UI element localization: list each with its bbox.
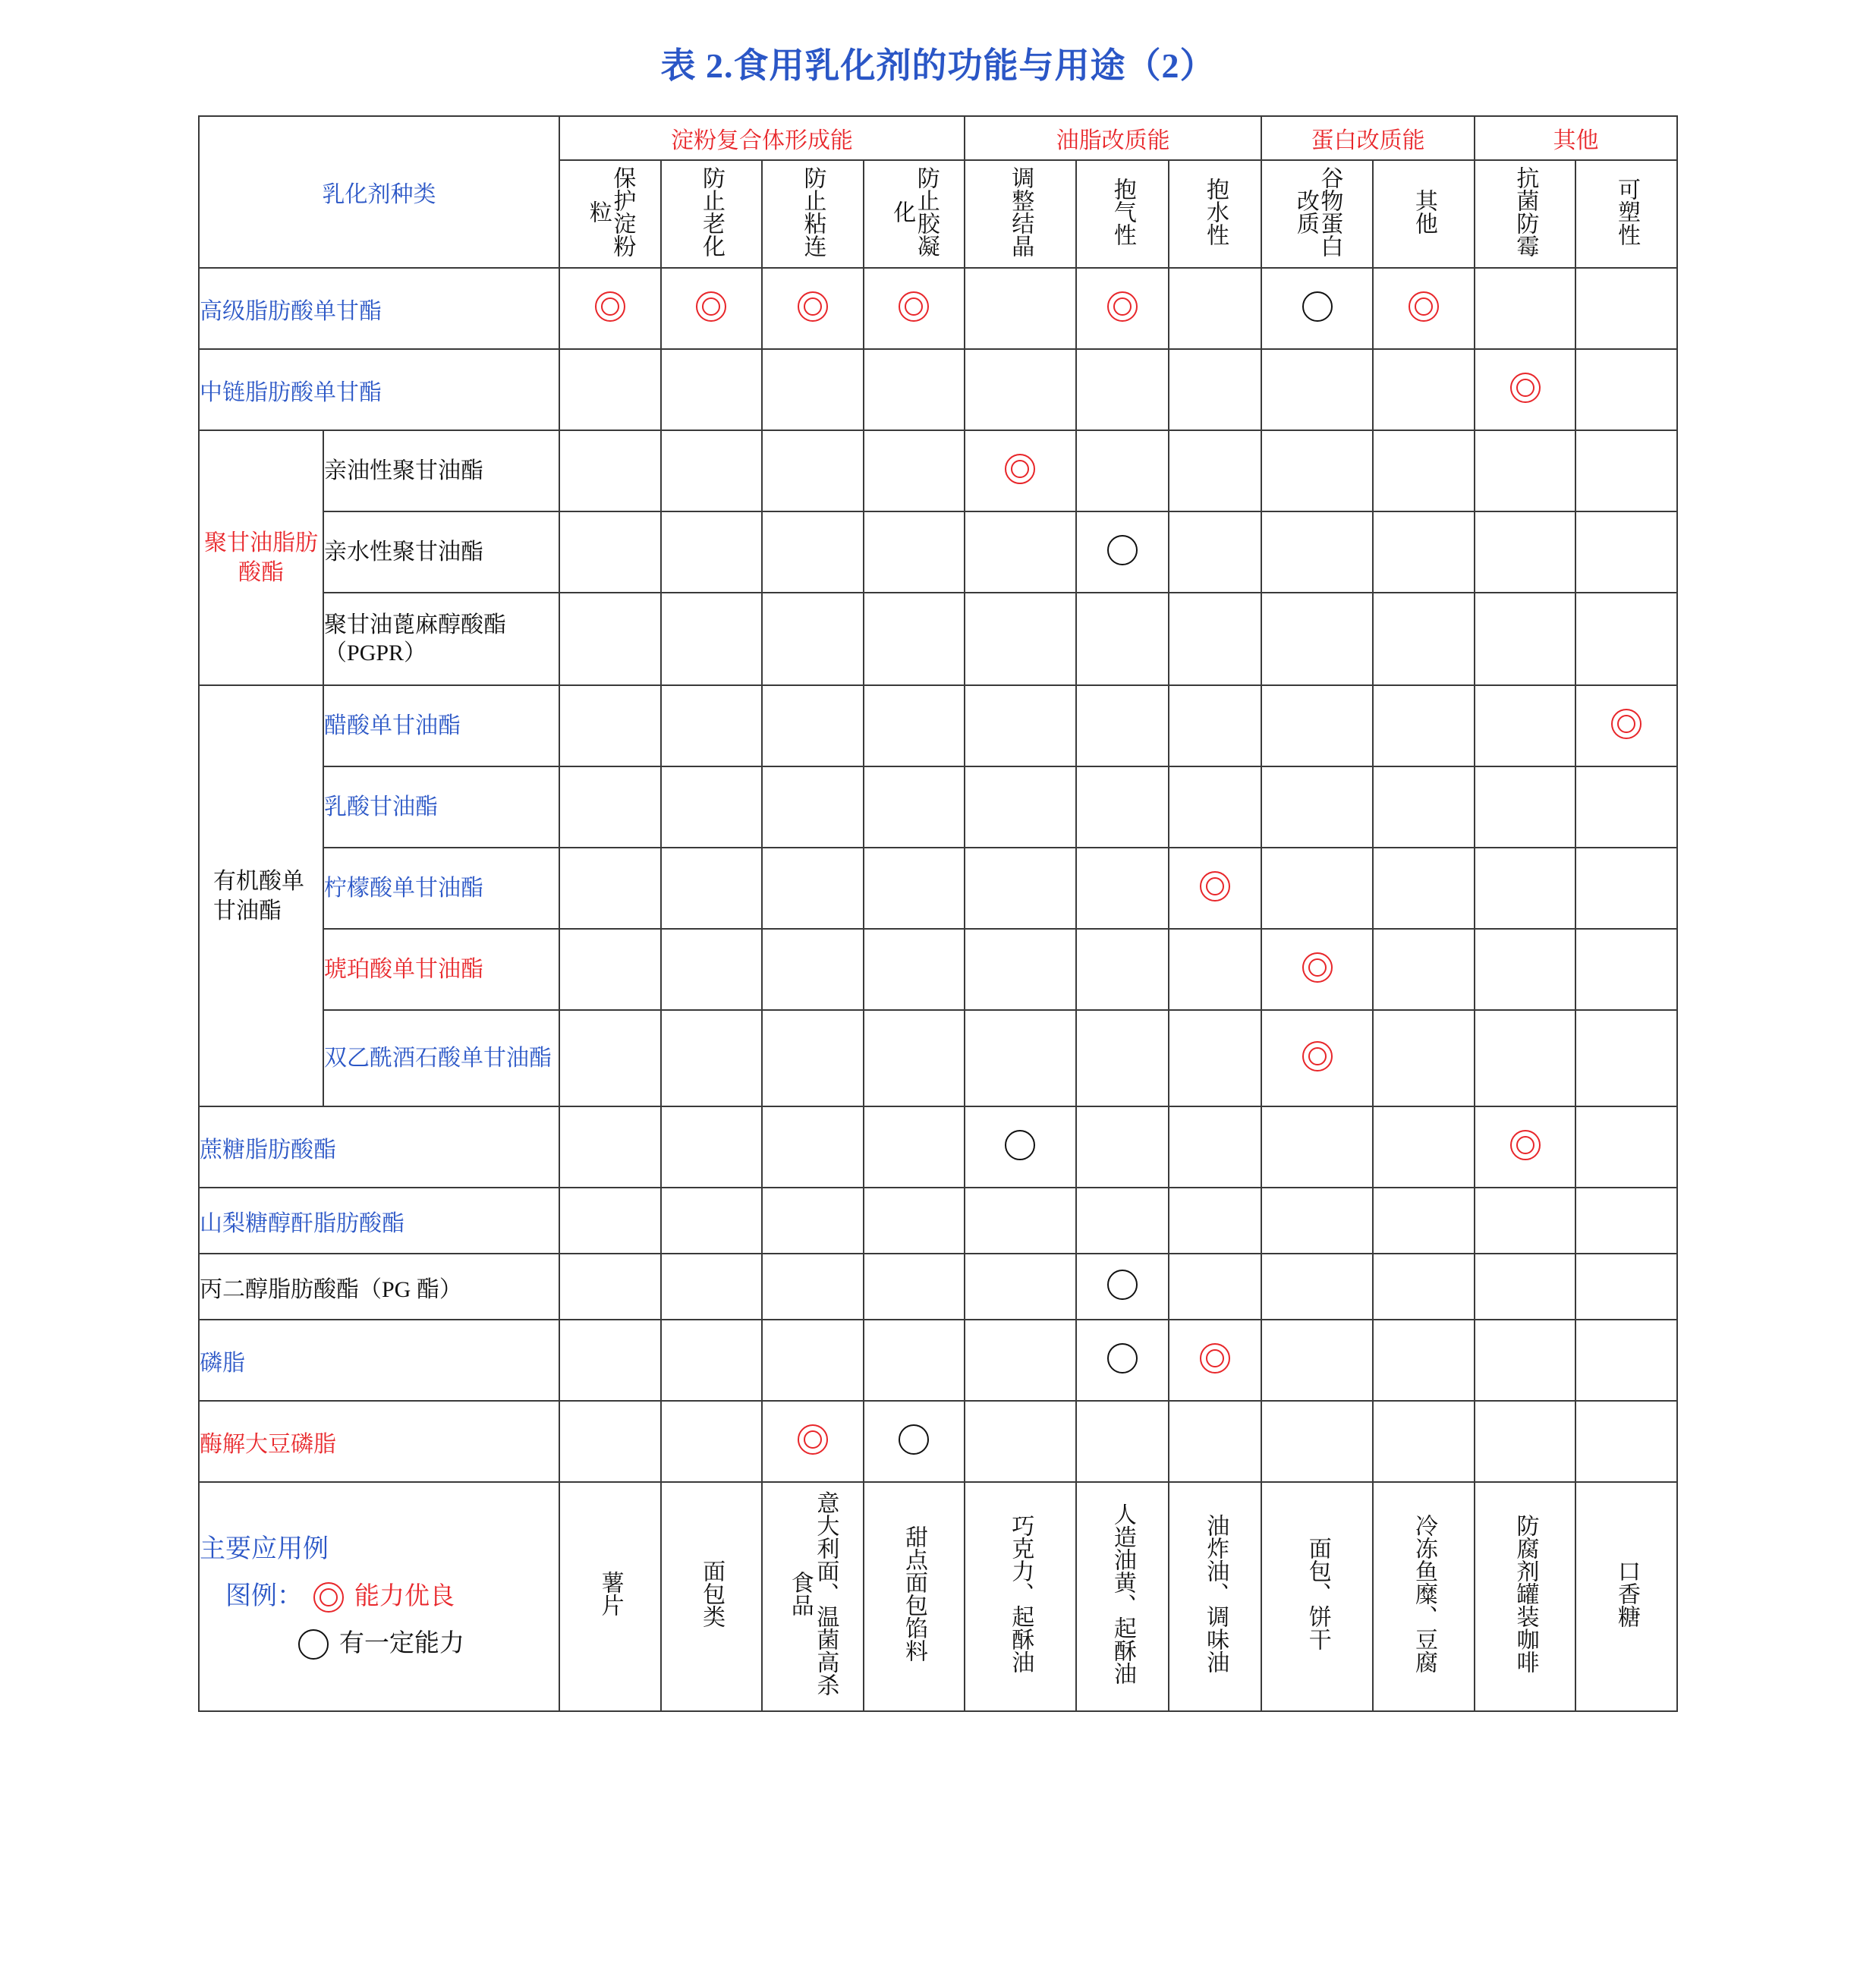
cell-0-10 xyxy=(1575,268,1677,349)
cell-3-4 xyxy=(965,511,1076,593)
cell-3-9 xyxy=(1475,511,1575,593)
cell-5-10 xyxy=(1575,685,1677,766)
application-7: 面包、饼干 xyxy=(1261,1482,1373,1711)
mark-excellent-icon xyxy=(1200,871,1230,902)
cell-9-9 xyxy=(1475,1010,1575,1106)
cell-2-3 xyxy=(864,430,965,511)
cell-11-7 xyxy=(1261,1188,1373,1254)
cell-12-0 xyxy=(559,1254,660,1320)
cell-10-9 xyxy=(1475,1106,1575,1188)
cell-1-0 xyxy=(559,349,660,430)
cell-7-10 xyxy=(1575,848,1677,929)
mark-excellent-icon xyxy=(313,1582,344,1613)
cell-11-10 xyxy=(1575,1188,1677,1254)
cell-2-4 xyxy=(965,430,1076,511)
cell-8-3 xyxy=(864,929,965,1010)
cell-4-0 xyxy=(559,593,660,685)
cell-7-0 xyxy=(559,848,660,929)
cell-2-9 xyxy=(1475,430,1575,511)
table-row xyxy=(199,1401,1677,1482)
cell-14-2 xyxy=(762,1401,863,1482)
cell-10-10 xyxy=(1575,1106,1677,1188)
cell-10-6 xyxy=(1169,1106,1261,1188)
cell-13-5 xyxy=(1076,1320,1169,1401)
cell-5-3 xyxy=(864,685,965,766)
col-header-plasticity: 可塑性 xyxy=(1575,160,1677,268)
page-title: 表 2.食用乳化剂的功能与用途（2） xyxy=(660,46,1216,85)
table-row xyxy=(199,511,1677,593)
cell-8-10 xyxy=(1575,929,1677,1010)
table-row xyxy=(199,929,1677,1010)
cell-9-5 xyxy=(1076,1010,1169,1106)
cell-11-1 xyxy=(661,1188,762,1254)
cell-13-2 xyxy=(762,1320,863,1401)
cell-4-8 xyxy=(1373,593,1474,685)
table-row xyxy=(199,349,1677,430)
cell-6-2 xyxy=(762,766,863,848)
table-row xyxy=(199,848,1677,929)
cell-12-1 xyxy=(661,1254,762,1320)
cell-2-5 xyxy=(1076,430,1169,511)
cell-4-3 xyxy=(864,593,965,685)
cell-9-4 xyxy=(965,1010,1076,1106)
cell-8-2 xyxy=(762,929,863,1010)
cell-3-3 xyxy=(864,511,965,593)
cell-3-0 xyxy=(559,511,660,593)
cell-6-1 xyxy=(661,766,762,848)
cell-5-5 xyxy=(1076,685,1169,766)
cell-2-8 xyxy=(1373,430,1474,511)
cell-7-3 xyxy=(864,848,965,929)
mark-excellent-icon xyxy=(1611,709,1642,739)
mark-excellent-icon xyxy=(798,291,828,322)
cell-10-0 xyxy=(559,1106,660,1188)
cell-14-4 xyxy=(965,1401,1076,1482)
cell-4-1 xyxy=(661,593,762,685)
cell-14-3 xyxy=(864,1401,965,1482)
cell-2-7 xyxy=(1261,430,1373,511)
cell-11-8 xyxy=(1373,1188,1474,1254)
cell-1-1 xyxy=(661,349,762,430)
col-header-aeration: 抱气性 xyxy=(1076,160,1169,268)
mark-excellent-icon xyxy=(1107,291,1138,322)
cell-1-5 xyxy=(1076,349,1169,430)
table-row xyxy=(199,593,1677,685)
cell-1-2 xyxy=(762,349,863,430)
cell-6-7 xyxy=(1261,766,1373,848)
group-header-starch: 淀粉复合体形成能 xyxy=(559,116,965,160)
legend-section-title: 主要应用例 xyxy=(200,1534,329,1563)
row-label-6: 乳酸甘油酯 xyxy=(323,766,559,848)
mark-some-icon xyxy=(899,1424,929,1455)
cell-0-6 xyxy=(1169,268,1261,349)
cell-3-7 xyxy=(1261,511,1373,593)
table-row xyxy=(199,1320,1677,1401)
cell-7-1 xyxy=(661,848,762,929)
group-label-organic-acid: 有机酸单甘油酯 xyxy=(199,685,323,1106)
col-header-gluten-modify: 谷物蛋白改质 xyxy=(1261,160,1373,268)
cell-2-1 xyxy=(661,430,762,511)
mark-excellent-icon xyxy=(1200,1343,1230,1374)
row-label-10: 蔗糖脂肪酸酯 xyxy=(199,1106,559,1188)
cell-0-3 xyxy=(864,268,965,349)
cell-6-3 xyxy=(864,766,965,848)
cell-0-9 xyxy=(1475,268,1575,349)
cell-4-9 xyxy=(1475,593,1575,685)
legend-block xyxy=(199,1482,559,1711)
cell-13-8 xyxy=(1373,1320,1474,1401)
cell-13-9 xyxy=(1475,1320,1575,1401)
row-label-1: 中链脂肪酸单甘酯 xyxy=(199,349,559,430)
cell-2-0 xyxy=(559,430,660,511)
cell-7-6 xyxy=(1169,848,1261,929)
cell-5-9 xyxy=(1475,685,1575,766)
cell-4-10 xyxy=(1575,593,1677,685)
row-label-7: 柠檬酸单甘油酯 xyxy=(323,848,559,929)
table-row xyxy=(199,766,1677,848)
cell-0-5 xyxy=(1076,268,1169,349)
application-8: 冷冻鱼糜、豆腐 xyxy=(1373,1482,1474,1711)
emulsifier-function-table xyxy=(198,115,1678,1712)
application-3: 甜点面包馅料 xyxy=(864,1482,965,1711)
application-10: 口香糖 xyxy=(1575,1482,1677,1711)
application-1: 面包类 xyxy=(661,1482,762,1711)
mark-excellent-icon xyxy=(1005,454,1035,484)
col-header-antimicrobial: 抗菌防霉 xyxy=(1475,160,1575,268)
cell-4-7 xyxy=(1261,593,1373,685)
cell-7-4 xyxy=(965,848,1076,929)
cell-13-6 xyxy=(1169,1320,1261,1401)
cell-0-4 xyxy=(965,268,1076,349)
cell-8-4 xyxy=(965,929,1076,1010)
mark-excellent-icon xyxy=(1510,373,1541,403)
col-header-protein-other: 其他 xyxy=(1373,160,1474,268)
col-header-prevent-gelation: 防止胶凝化 xyxy=(864,160,965,268)
cell-14-9 xyxy=(1475,1401,1575,1482)
cell-13-0 xyxy=(559,1320,660,1401)
col-header-water-holding: 抱水性 xyxy=(1169,160,1261,268)
legend-row-some xyxy=(200,1625,559,1663)
cell-8-7 xyxy=(1261,929,1373,1010)
cell-12-9 xyxy=(1475,1254,1575,1320)
table-row xyxy=(199,430,1677,511)
application-4: 巧克力、起酥油 xyxy=(965,1482,1076,1711)
cell-12-7 xyxy=(1261,1254,1373,1320)
mark-excellent-icon xyxy=(595,291,625,322)
cell-12-6 xyxy=(1169,1254,1261,1320)
group-label-polyglycerol: 聚甘油脂肪酸酯 xyxy=(199,430,323,685)
cell-1-10 xyxy=(1575,349,1677,430)
cell-10-5 xyxy=(1076,1106,1169,1188)
cell-13-7 xyxy=(1261,1320,1373,1401)
cell-12-4 xyxy=(965,1254,1076,1320)
row-label-14: 酶解大豆磷脂 xyxy=(199,1401,559,1482)
cell-5-7 xyxy=(1261,685,1373,766)
cell-14-0 xyxy=(559,1401,660,1482)
group-header-protein: 蛋白改质能 xyxy=(1261,116,1475,160)
cell-3-10 xyxy=(1575,511,1677,593)
cell-3-5 xyxy=(1076,511,1169,593)
cell-11-2 xyxy=(762,1188,863,1254)
cell-7-7 xyxy=(1261,848,1373,929)
application-0: 薯片 xyxy=(559,1482,660,1711)
legend-row-excellent xyxy=(200,1577,559,1617)
application-5: 人造油黄、起酥油 xyxy=(1076,1482,1169,1711)
cell-5-6 xyxy=(1169,685,1261,766)
cell-3-2 xyxy=(762,511,863,593)
cell-9-10 xyxy=(1575,1010,1677,1106)
cell-11-3 xyxy=(864,1188,965,1254)
cell-14-7 xyxy=(1261,1401,1373,1482)
application-9: 防腐剂罐装咖啡 xyxy=(1475,1482,1575,1711)
cell-4-2 xyxy=(762,593,863,685)
mark-some-icon xyxy=(298,1629,329,1660)
cell-6-8 xyxy=(1373,766,1474,848)
group-header-fat: 油脂改质能 xyxy=(965,116,1261,160)
cell-14-5 xyxy=(1076,1401,1169,1482)
cell-1-9 xyxy=(1475,349,1575,430)
cell-12-8 xyxy=(1373,1254,1474,1320)
cell-13-10 xyxy=(1575,1320,1677,1401)
cell-6-6 xyxy=(1169,766,1261,848)
cell-12-5 xyxy=(1076,1254,1169,1320)
cell-3-8 xyxy=(1373,511,1474,593)
cell-12-3 xyxy=(864,1254,965,1320)
cell-7-8 xyxy=(1373,848,1474,929)
cell-11-9 xyxy=(1475,1188,1575,1254)
cell-6-10 xyxy=(1575,766,1677,848)
cell-5-8 xyxy=(1373,685,1474,766)
application-6: 油炸油、调味油 xyxy=(1169,1482,1261,1711)
cell-10-4 xyxy=(965,1106,1076,1188)
mark-excellent-icon xyxy=(1302,1041,1333,1071)
table-row xyxy=(199,1254,1677,1320)
table-footer-row xyxy=(199,1482,1677,1711)
row-label-5: 醋酸单甘油酯 xyxy=(323,685,559,766)
cell-1-4 xyxy=(965,349,1076,430)
col-header-prevent-aging: 防止老化 xyxy=(661,160,762,268)
cell-0-1 xyxy=(661,268,762,349)
row-label-3: 亲水性聚甘油酯 xyxy=(323,511,559,593)
cell-6-5 xyxy=(1076,766,1169,848)
application-2: 意大利面、温菌高杀食品 xyxy=(762,1482,863,1711)
cell-1-7 xyxy=(1261,349,1373,430)
table-row xyxy=(199,1188,1677,1254)
col-header-prevent-sticking: 防止粘连 xyxy=(762,160,863,268)
cell-10-7 xyxy=(1261,1106,1373,1188)
cell-12-10 xyxy=(1575,1254,1677,1320)
cell-10-3 xyxy=(864,1106,965,1188)
table-group-header-row xyxy=(199,116,1677,160)
cell-11-6 xyxy=(1169,1188,1261,1254)
cell-9-3 xyxy=(864,1010,965,1106)
row-label-8: 琥珀酸单甘油酯 xyxy=(323,929,559,1010)
cell-7-5 xyxy=(1076,848,1169,929)
mark-excellent-icon xyxy=(798,1424,828,1455)
cell-11-0 xyxy=(559,1188,660,1254)
row-label-4: 聚甘油蓖麻醇酸酯（PGPR） xyxy=(323,593,559,685)
cell-9-1 xyxy=(661,1010,762,1106)
table-row xyxy=(199,268,1677,349)
table-row xyxy=(199,1106,1677,1188)
legend-label: 图例： xyxy=(225,1582,303,1611)
cell-0-8 xyxy=(1373,268,1474,349)
cell-13-1 xyxy=(661,1320,762,1401)
cell-14-8 xyxy=(1373,1401,1474,1482)
mark-excellent-icon xyxy=(899,291,929,322)
cell-11-5 xyxy=(1076,1188,1169,1254)
cell-7-2 xyxy=(762,848,863,929)
row-label-2: 亲油性聚甘油酯 xyxy=(323,430,559,511)
row-label-0: 高级脂肪酸单甘酯 xyxy=(199,268,559,349)
cell-14-10 xyxy=(1575,1401,1677,1482)
col-header-protect-starch: 保护淀粉粒 xyxy=(559,160,660,268)
mark-excellent-icon xyxy=(1409,291,1439,322)
table-row xyxy=(199,685,1677,766)
table-row xyxy=(199,1010,1677,1106)
cell-12-2 xyxy=(762,1254,863,1320)
cell-4-5 xyxy=(1076,593,1169,685)
table-container xyxy=(198,115,1678,1712)
cell-2-2 xyxy=(762,430,863,511)
mark-some-icon xyxy=(1107,1270,1138,1300)
cell-9-6 xyxy=(1169,1010,1261,1106)
cell-6-4 xyxy=(965,766,1076,848)
row-label-12: 丙二醇脂肪酸酯（PG 酯） xyxy=(199,1254,559,1320)
mark-excellent-icon xyxy=(696,291,726,322)
cell-4-4 xyxy=(965,593,1076,685)
cell-13-4 xyxy=(965,1320,1076,1401)
row-header-title: 乳化剂种类 xyxy=(199,116,559,268)
cell-8-1 xyxy=(661,929,762,1010)
cell-8-6 xyxy=(1169,929,1261,1010)
cell-1-3 xyxy=(864,349,965,430)
row-label-13: 磷脂 xyxy=(199,1320,559,1401)
cell-2-10 xyxy=(1575,430,1677,511)
cell-3-1 xyxy=(661,511,762,593)
cell-8-9 xyxy=(1475,929,1575,1010)
cell-9-0 xyxy=(559,1010,660,1106)
mark-some-icon xyxy=(1107,535,1138,565)
cell-10-1 xyxy=(661,1106,762,1188)
col-header-crystal-adjust: 调整结晶 xyxy=(965,160,1076,268)
cell-8-0 xyxy=(559,929,660,1010)
cell-11-4 xyxy=(965,1188,1076,1254)
mark-some-icon xyxy=(1107,1343,1138,1374)
cell-13-3 xyxy=(864,1320,965,1401)
cell-14-6 xyxy=(1169,1401,1261,1482)
cell-3-6 xyxy=(1169,511,1261,593)
cell-0-2 xyxy=(762,268,863,349)
cell-10-8 xyxy=(1373,1106,1474,1188)
mark-some-icon xyxy=(1302,291,1333,322)
mark-some-icon xyxy=(1005,1130,1035,1160)
cell-5-4 xyxy=(965,685,1076,766)
group-header-other: 其他 xyxy=(1475,116,1677,160)
cell-8-5 xyxy=(1076,929,1169,1010)
mark-excellent-icon xyxy=(1510,1130,1541,1160)
mark-excellent-icon xyxy=(1302,952,1333,983)
cell-9-8 xyxy=(1373,1010,1474,1106)
cell-7-9 xyxy=(1475,848,1575,929)
cell-5-0 xyxy=(559,685,660,766)
cell-1-8 xyxy=(1373,349,1474,430)
cell-8-8 xyxy=(1373,929,1474,1010)
cell-2-6 xyxy=(1169,430,1261,511)
legend-some-text: 有一定能力 xyxy=(339,1630,464,1658)
cell-9-2 xyxy=(762,1010,863,1106)
cell-4-6 xyxy=(1169,593,1261,685)
cell-14-1 xyxy=(661,1401,762,1482)
cell-0-7 xyxy=(1261,268,1373,349)
row-label-11: 山梨糖醇酐脂肪酸酯 xyxy=(199,1188,559,1254)
row-label-9: 双乙酰酒石酸单甘油酯 xyxy=(323,1010,559,1106)
legend-excellent-text: 能力优良 xyxy=(354,1583,455,1611)
cell-0-0 xyxy=(559,268,660,349)
cell-9-7 xyxy=(1261,1010,1373,1106)
cell-6-9 xyxy=(1475,766,1575,848)
cell-10-2 xyxy=(762,1106,863,1188)
cell-5-2 xyxy=(762,685,863,766)
cell-6-0 xyxy=(559,766,660,848)
cell-5-1 xyxy=(661,685,762,766)
cell-1-6 xyxy=(1169,349,1261,430)
